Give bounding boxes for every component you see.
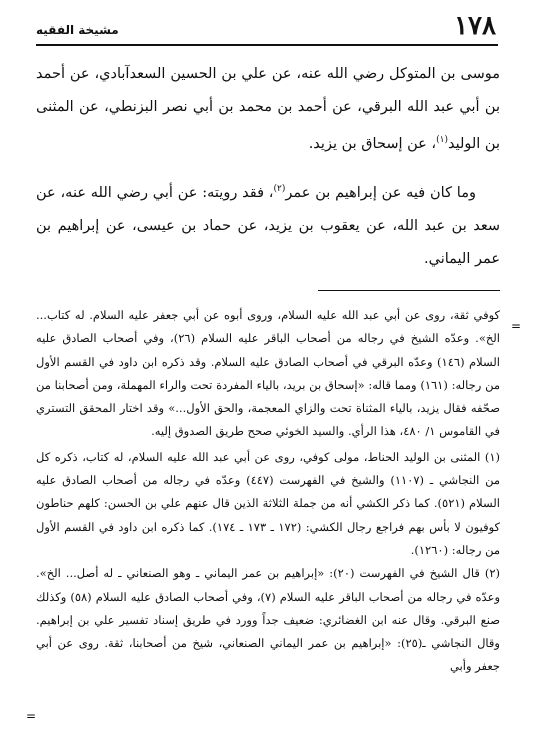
footnote-separator [318, 290, 500, 291]
main-paragraph-1 [36, 58, 500, 161]
continues-mark: = [26, 709, 37, 723]
footnote-ref-2: (٢) [273, 183, 286, 194]
continuation-mark: = [511, 319, 522, 333]
footnote-continuation: كوفي ثقة، روى عن أبي عبد الله عليه السلام، وروى أبوه عن أبي جعفر عليه السلام. له كتاب... الخ». وعدّه الشيخ في رجاله من أصحاب الباقر عليه السلام (٢٦)، وفي أصحاب الصادق عليه السلام (١٤٦) وعدّه البرقي في أصحاب الصادق عليه السلام. وقد ذكره ابن داود في القسم الأول من رجاله: (١٦١) ومما قاله: «إسحاق بن بريد، بالياء المفردة تحت والراء المهملة، ومن أصحابنا من صحّفه فقال يزيد، بالياء المثناة تحت والزاي المعجمة، والحق الأول...» وقد اختار المحقق التستري في القاموس ١/ ٤٨٠، هذا الرأي. والسيد الخوئي صحح طريق الصدوق إليه. [36, 308, 501, 439]
main-paragraph-1-text: موسى بن المتوكل رضي الله عنه، عن علي بن الحسين السعدآبادي، عن أحمد بن أبي عبد الله البرقي، عن أحمد بن محمد بن أبي نصر البزنطي، عن المثنى بن الوليد [36, 66, 500, 152]
footnotes [36, 304, 500, 679]
footnote-ref-1: (١) [436, 135, 448, 145]
main-paragraph-2-text: وما كان فيه عن إبراهيم بن عمر [285, 184, 476, 201]
page-header [36, 10, 496, 44]
page-number: ١٧٨ [454, 11, 496, 41]
footnote-2: (٢) قال الشيخ في الفهرست (٢٠): «إبراهيم بن عمر اليماني ـ وهو الصنعاني ـ له أصل... الخ». وعدّه في رجاله من أصحاب الباقر عليه السلام (٧)، وفي أصحاب الصادق عليه السلام (٥٨) وكذلك صنع البرقي. وقال عنه ابن الغضائري: ضعيف جداً وورد في طريق إسناد تفسير علي بن إبراهيم. وقال النجاشي ـ(٢٥): «إبراهيم بن عمر اليماني الصنعاني، شيخ من أصحابنا، ثقة. روى عن أبي جعفر وأبي [36, 566, 500, 674]
footnote-1: (١) المثنى بن الوليد الحناط، مولى كوفي، روى عن أبي عبد الله عليه السلام، له كتاب، ذكره كل من النجاشي ـ (١١٠٧) والشيخ في الفهرست (٤٤٧) وعدّه في رجاله من أصحاب الصادق عليه السلام (٥٢١). كما ذكر الكشي أنه من جملة الثلاثة الذين قال عنهم علي بن الحسن: كلهم حناطون كوفيون لا بأس بهم فراجع رجال الكشي: (١٧٢ ـ ١٧٣ ـ ١٧٤). كما ذكره ابن داود في القسم الأول من رجاله: (١٢٦٠). [36, 449, 500, 557]
main-paragraph-1-tail: ، عن إسحاق بن يزيد. [308, 135, 437, 152]
main-paragraph-2 [36, 173, 500, 276]
running-title: مشيخة الفقيه [36, 23, 119, 37]
main-paragraph-2-tail: ، فقد رويته: عن أبي رضي الله عنه، عن سعد بن عبد الله، عن يعقوب بن يزيد، عن حماد بن عيسى، عن إبراهيم بن عمر اليماني. [36, 184, 500, 267]
main-text [36, 58, 500, 276]
header-rule [36, 44, 498, 46]
